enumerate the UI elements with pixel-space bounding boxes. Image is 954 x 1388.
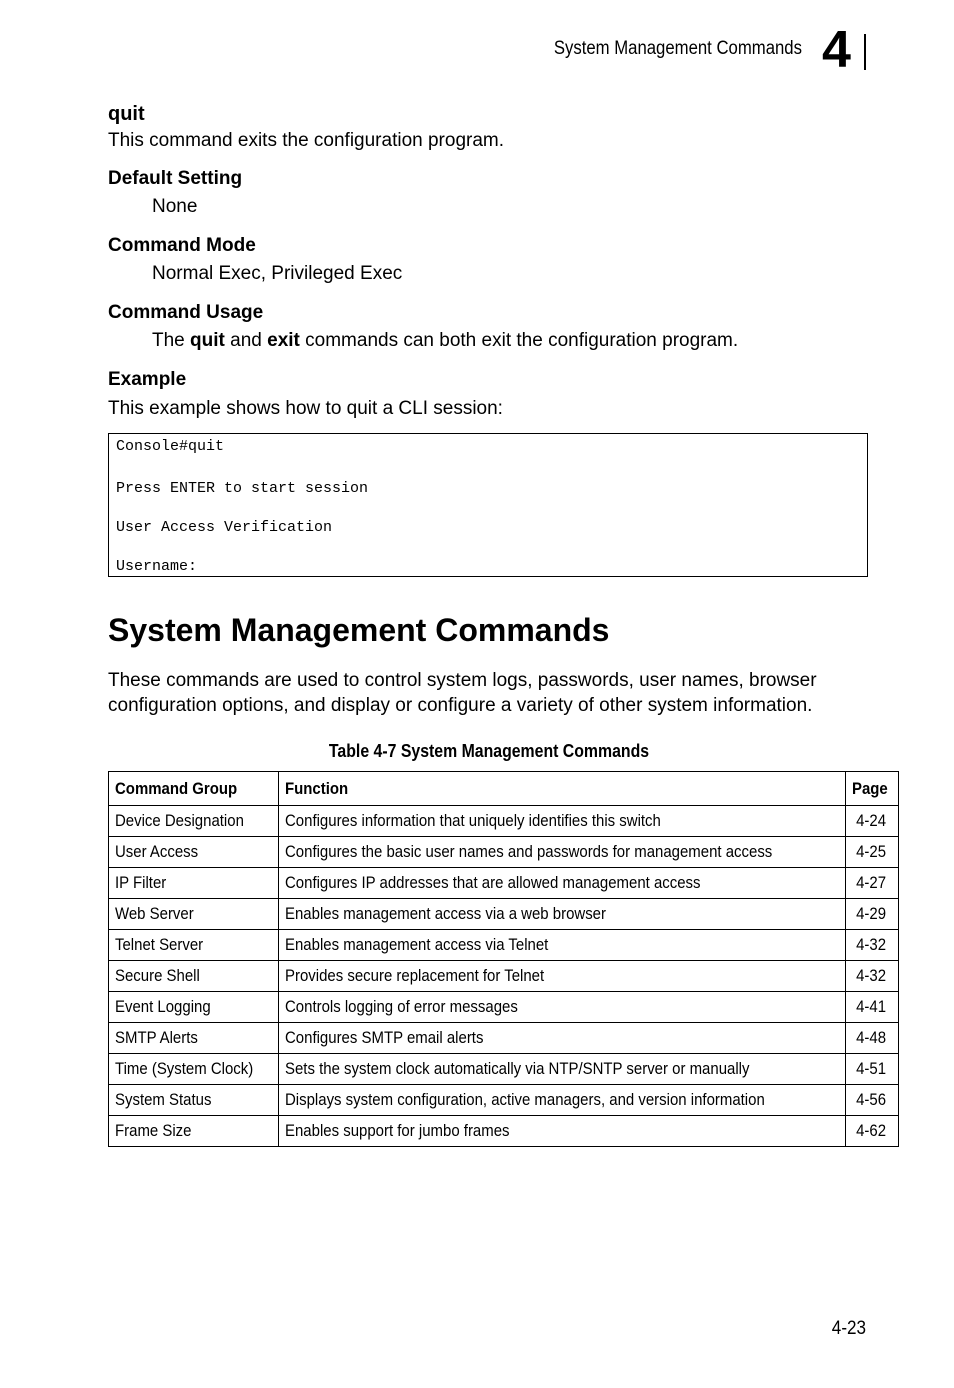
table-row bbox=[109, 1023, 899, 1054]
table-row bbox=[109, 992, 899, 1023]
column-header-function: Function bbox=[279, 772, 846, 806]
usage-suffix: commands can both exit the configuration program. bbox=[299, 330, 739, 351]
page-content bbox=[108, 100, 888, 1147]
cell-command-group: IP Filter bbox=[109, 868, 279, 899]
cell-function: Controls logging of error messages bbox=[279, 992, 846, 1023]
column-header-command-group: Command Group bbox=[109, 772, 279, 806]
cell-page: 4-48 bbox=[845, 1023, 899, 1054]
table-row bbox=[109, 837, 899, 868]
cell-function: Enables support for jumbo frames bbox=[279, 1116, 846, 1147]
cell-page: 4-25 bbox=[845, 837, 899, 868]
cell-command-group: Device Designation bbox=[109, 806, 279, 837]
code-line: Console#quit bbox=[116, 438, 225, 455]
command-usage-text bbox=[152, 328, 870, 354]
column-header-page: Page bbox=[845, 772, 899, 806]
section-title: System Management Commands bbox=[108, 612, 610, 648]
cell-function: Displays system configuration, active managers, and version information bbox=[279, 1085, 846, 1116]
table-caption: Table 4-7 System Management Commands bbox=[328, 741, 650, 761]
command-mode-value: Normal Exec, Privileged Exec bbox=[152, 263, 403, 284]
table-row bbox=[109, 868, 899, 899]
cell-command-group: SMTP Alerts bbox=[109, 1023, 279, 1054]
cell-function: Configures information that uniquely identifies this switch bbox=[279, 806, 846, 837]
table-row bbox=[109, 1085, 899, 1116]
usage-exit-keyword: exit bbox=[267, 330, 300, 351]
cell-function: Configures the basic user names and passwords for management access bbox=[279, 837, 846, 868]
cell-function: Enables management access via Telnet bbox=[279, 930, 846, 961]
command-usage-heading: Command Usage bbox=[108, 302, 264, 323]
table-header-row bbox=[109, 772, 899, 806]
command-name: quit bbox=[108, 103, 145, 125]
cell-command-group: Telnet Server bbox=[109, 930, 279, 961]
table-row bbox=[109, 930, 899, 961]
code-line: Press ENTER to start session bbox=[116, 480, 369, 497]
cell-page: 4-24 bbox=[845, 806, 899, 837]
cell-function: Enables management access via a web browser bbox=[279, 899, 846, 930]
code-line: Username: bbox=[116, 558, 198, 575]
usage-prefix: The bbox=[152, 330, 191, 351]
page-number: 4-23 bbox=[831, 1318, 866, 1339]
cell-function: Configures IP addresses that are allowed management access bbox=[279, 868, 846, 899]
cell-function: Provides secure replacement for Telnet bbox=[279, 961, 846, 992]
cell-command-group: Secure Shell bbox=[109, 961, 279, 992]
cell-command-group: Frame Size bbox=[109, 1116, 279, 1147]
chapter-divider bbox=[864, 34, 866, 70]
cell-command-group: Event Logging bbox=[109, 992, 279, 1023]
cell-page: 4-29 bbox=[845, 899, 899, 930]
default-setting-heading: Default Setting bbox=[108, 168, 243, 189]
running-header: System Management Commands bbox=[553, 38, 802, 59]
cell-function: Configures SMTP email alerts bbox=[279, 1023, 846, 1054]
cell-command-group: Web Server bbox=[109, 899, 279, 930]
table-row bbox=[109, 961, 899, 992]
code-example bbox=[108, 433, 868, 577]
table-body bbox=[109, 806, 899, 1147]
cell-page: 4-32 bbox=[845, 961, 899, 992]
command-description: This command exits the configuration program. bbox=[108, 130, 505, 151]
example-heading: Example bbox=[108, 369, 187, 390]
cell-page: 4-51 bbox=[845, 1054, 899, 1085]
table-row bbox=[109, 806, 899, 837]
cell-page: 4-32 bbox=[845, 930, 899, 961]
cell-page: 4-62 bbox=[845, 1116, 899, 1147]
usage-quit-keyword: quit bbox=[190, 330, 225, 351]
default-setting-value: None bbox=[152, 196, 198, 217]
section-intro: These commands are used to control system logs, passwords, user names, browser configuration options, and display or configure a variety of other system information. bbox=[108, 670, 817, 716]
cell-command-group: User Access bbox=[109, 837, 279, 868]
table-row bbox=[109, 899, 899, 930]
usage-mid: and bbox=[224, 330, 268, 351]
table-row bbox=[109, 1116, 899, 1147]
example-description: This example shows how to quit a CLI session: bbox=[108, 398, 503, 419]
cell-function: Sets the system clock automatically via NTP/SNTP server or manually bbox=[279, 1054, 846, 1085]
table-row bbox=[109, 1054, 899, 1085]
cell-page: 4-41 bbox=[845, 992, 899, 1023]
cell-page: 4-56 bbox=[845, 1085, 899, 1116]
cell-command-group: System Status bbox=[109, 1085, 279, 1116]
commands-table bbox=[108, 771, 899, 1147]
command-mode-heading: Command Mode bbox=[108, 235, 256, 256]
cell-page: 4-27 bbox=[845, 868, 899, 899]
chapter-number: 4 bbox=[822, 21, 849, 79]
cell-command-group: Time (System Clock) bbox=[109, 1054, 279, 1085]
code-line: User Access Verification bbox=[116, 519, 333, 536]
